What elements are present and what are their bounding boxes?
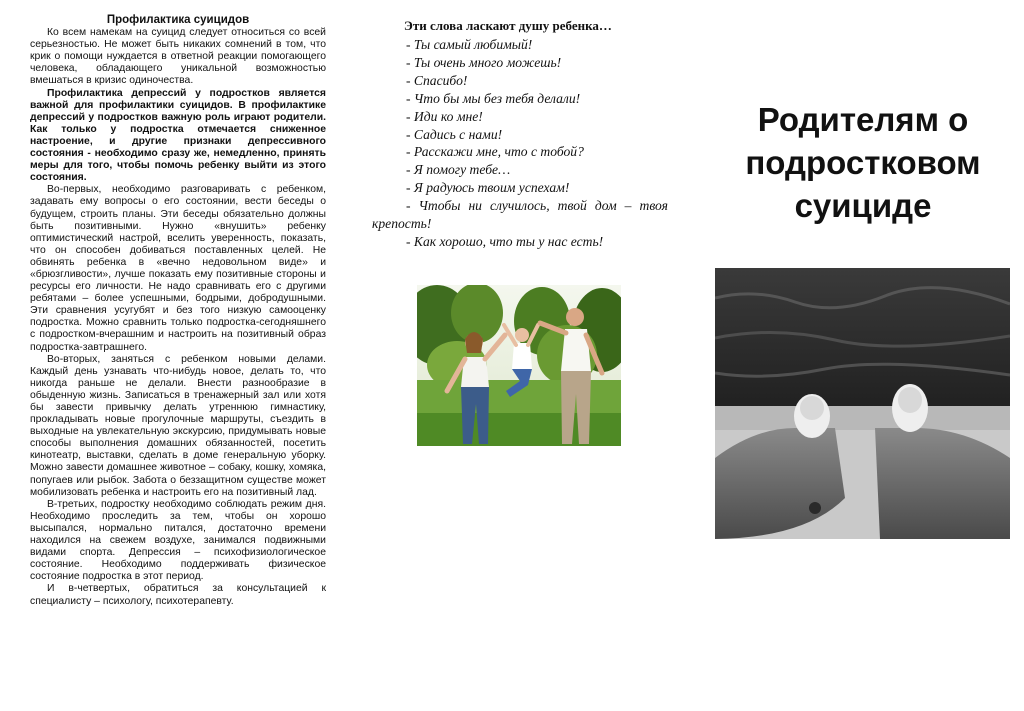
- phrase-item: - Чтобы ни случилось, твой дом – твоя крепость!: [372, 198, 668, 232]
- paragraph-intro: Ко всем намекам на суицид следует относиться со всей серьезностью. Не может быть никаких сомнений в том, что крик о помощи нуждается в ответной реакции помогающего человека, обладающего уникальной возможностью вмешаться в кризис одиночества.: [30, 27, 326, 87]
- middle-column: [372, 18, 668, 251]
- left-heading: Профилактика суицидов: [106, 14, 250, 26]
- phrase-item: - Как хорошо, что ты у нас есть!: [406, 233, 604, 249]
- phrase-item: - Ты очень много можешь!: [406, 54, 562, 70]
- phrase-item: - Я радуюсь твоим успехам!: [406, 180, 570, 196]
- paragraph-second: Во-вторых, заняться с ребенком новыми делами. Каждый день узнавать что-нибудь новое, делать то, что никогда раньше не делали. Внести разнообразие в обыденную жизнь. Записаться в тренажерный зал или хотя бы завести привычку делать утреннюю гимнастику, прокладывать новые прогулочные маршруты, съездить в выходные на увлекательную экскурсию, придумывать новые способы выполнения домашних обязанностей, посетить кинотеатр, выставки, сделать в доме генеральную уборку. Можно завести домашнее животное – собаку, кошку, хомяка, попугаев или рыбок. Забота о беззащитном существе может мобилизовать ребенка и настроить его на позитивный лад.: [30, 353, 326, 498]
- paragraph-first: Во-первых, необходимо разговаривать с ребенком, задавать ему вопросы о его состоянии, вести беседы о будущем, строить планы. Эти беседы обязательно должны быть позитивными. Нужно «внушить» ребенку оптимистический настрой, вселить уверенность, показать, что он способен добиваться поставленных целей. Не обвинять ребенка в «вечно недовольном виде» и «брюзгливости», лучше показать ему позитивные стороны и ресурсы его личности. Не надо сравнивать его с другими ребятами – более успешными, бодрыми, добродушными. Эти сравнения усугубят и без того низкую самооценку подростка. Можно сравнить только подростка-сегодняшнего с подростком-вчерашним и настроить на позитивный образ подростка-завтрашнего.: [30, 184, 326, 353]
- paragraph-third: В-третьих, подростку необходимо соблюдать режим дня. Необходимо проследить за тем, чтобы он хорошо высыпался, нормально питался, достаточно времени находился на свежем воздухе, занимался подвижными видами спорта. Депрессия – психофизиологическое состояние. Необходимо поддерживать физическое состояние подростка в этот период.: [30, 498, 326, 583]
- phrases-list: [372, 36, 668, 251]
- phrase-item: - Спасибо!: [406, 72, 468, 88]
- paragraph-fourth: И в-четвертых, обратиться за консультацией к специалисту – психологу, психотерапевту.: [30, 583, 326, 607]
- phrases-heading: Эти слова ласкают душу ребенка…: [404, 18, 612, 33]
- phrase-item: - Что бы мы без тебя делали!: [406, 90, 581, 106]
- edge-photo: [715, 268, 1010, 539]
- phrase-item: - Садись с нами!: [406, 126, 503, 142]
- phrase-item: - Ты самый любимый!: [406, 37, 533, 52]
- phrase-item: - Я помогу тебе…: [406, 162, 511, 178]
- brochure-title: Родителям о подростковом суициде: [745, 101, 981, 224]
- paragraph-depression-prevention: Профилактика депрессий у подростков является важной для профилактики суицидов. В профилактике депрессий у подростков важную роль играют родители. Как только у подростка отмечается сниженное настроение, и другие признаки депрессивного состояния - необходимо сразу же, немедленно, принять меры для того, чтобы помочь ребенку выйти из этого состояния.: [30, 87, 326, 184]
- family-photo: [417, 285, 621, 446]
- left-column: [30, 14, 326, 608]
- phrase-item: - Расскажи мне, что с тобой?: [406, 144, 584, 160]
- phrase-item: - Иди ко мне!: [406, 108, 483, 124]
